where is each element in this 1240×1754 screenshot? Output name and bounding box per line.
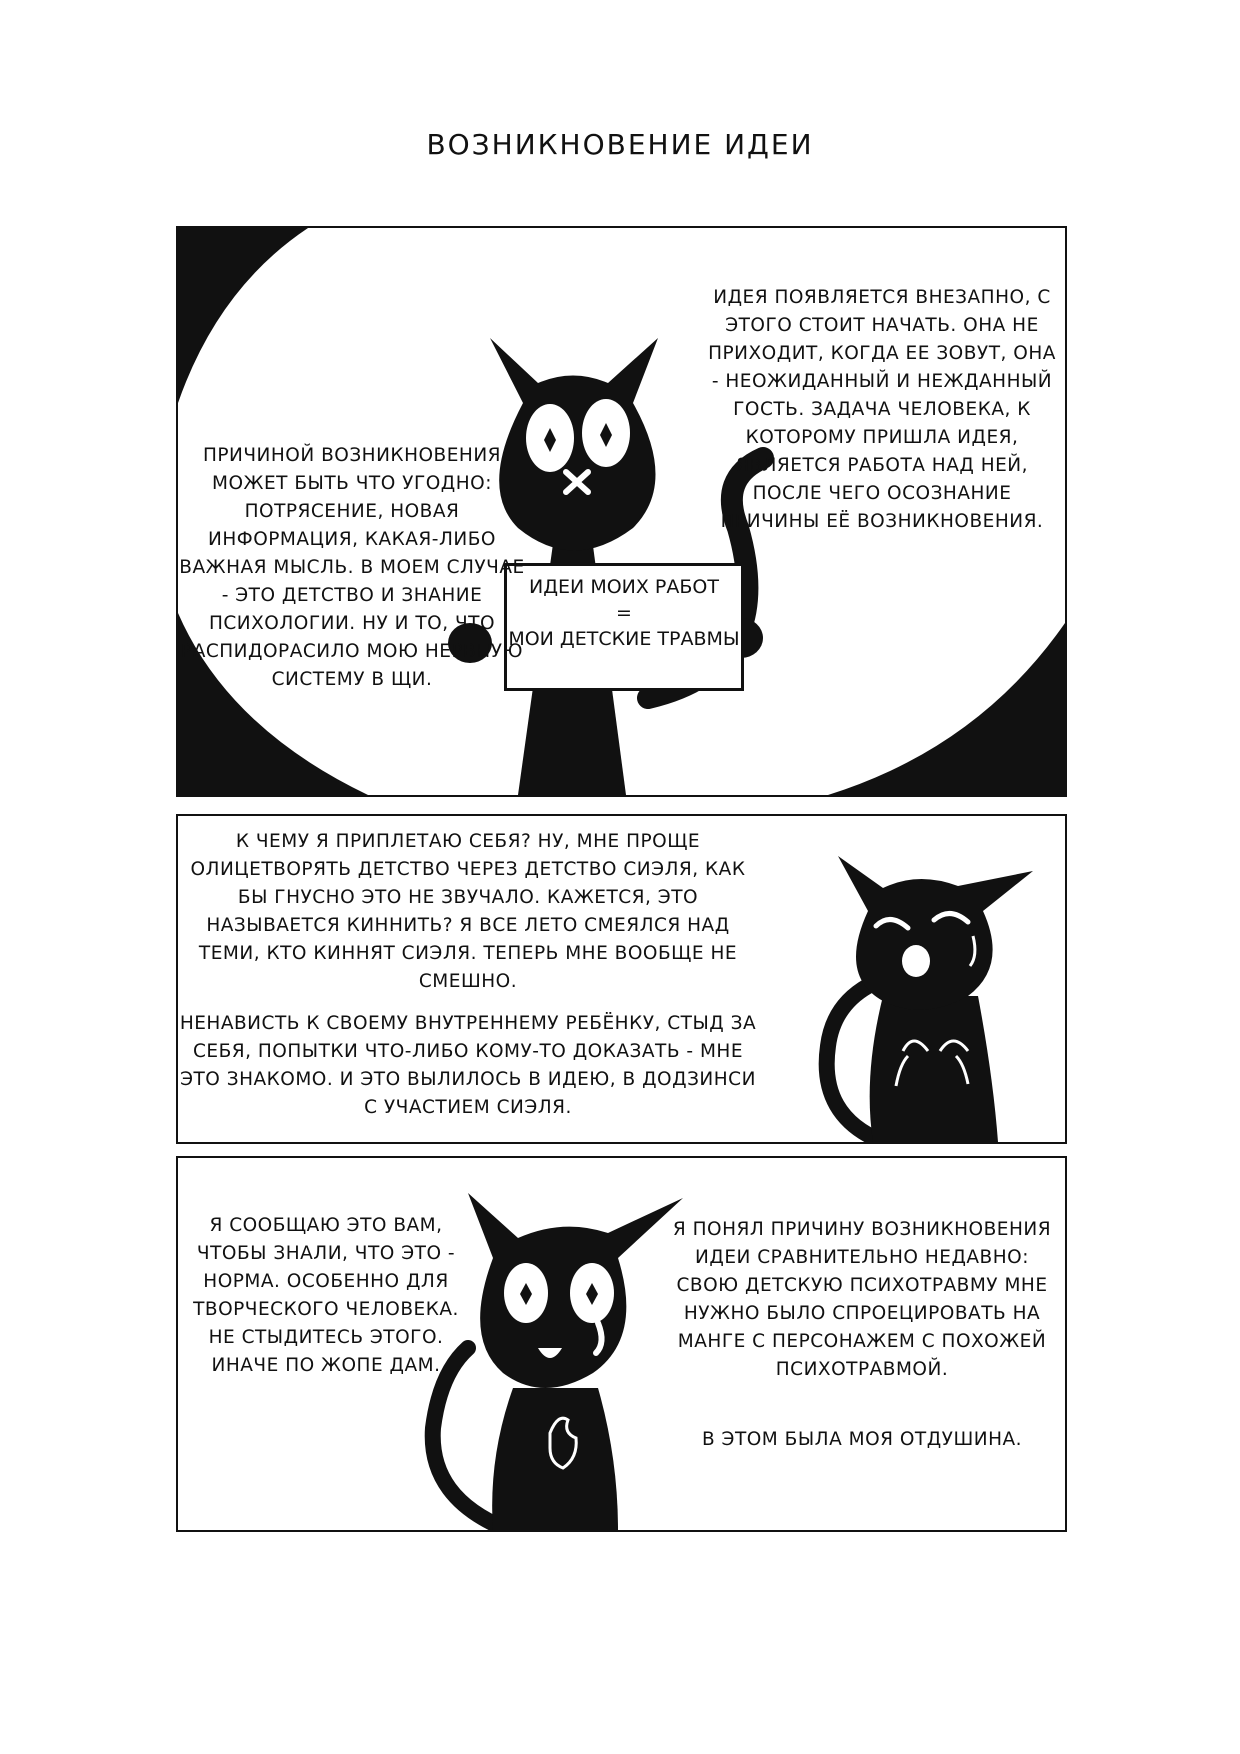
comic-panel-3 xyxy=(176,1156,1067,1532)
sign-line-1: ИДЕИ МОИХ РАБОТ xyxy=(529,576,719,598)
panel-3-left-caption: Я СООБЩАЮ ЭТО ВАМ, ЧТОБЫ ЗНАЛИ, ЧТО ЭТО - НОРМА. ОСОБЕННО ДЛЯ ТВОРЧЕСКОГО ЧЕЛОВЕКА. НЕ СТЫДИТЕСЬ ЭТОГО. ИНАЧЕ ПО ЖОПЕ ДАМ. xyxy=(193,1215,459,1376)
sign-line-2: = xyxy=(616,602,632,624)
panel-1-right-caption: ИДЕЯ ПОЯВЛЯЕТСЯ ВНЕЗАПНО, С ЭТОГО СТОИТ НАЧАТЬ. ОНА НЕ ПРИХОДИТ, КОГДА ЕЕ ЗОВУТ, ОНА - НЕОЖИДАННЫЙ И НЕЖДАННЫЙ ГОСТЬ. ЗАДАЧА ЧЕЛОВЕКА, К КОТОРОМУ ПРИШЛА ИДЕЯ, ЯВЛЯЕТСЯ РАБОТА НАД НЕЙ, ПОСЛЕ ЧЕГО ОСОЗНАНИЕ ПРИЧИНЫ ЕЁ ВОЗНИКНОВЕНИЯ. xyxy=(708,287,1056,532)
page-title: ВОЗНИКНОВЕНИЕ ИДЕИ xyxy=(426,128,814,161)
panel-3-right-caption: Я ПОНЯЛ ПРИЧИНУ ВОЗНИКНОВЕНИЯ ИДЕИ СРАВНИТЕЛЬНО НЕДАВНО: СВОЮ ДЕТСКУЮ ПСИХОТРАВМУ МНЕ НУЖНО БЫЛО СПРОЕЦИРОВАТЬ НА МАНГЕ С ПЕРСОНАЖЕМ С ПОХОЖЕЙ ПСИХОТРАВМОЙ. xyxy=(672,1219,1052,1380)
panel-2-caption-bottom: НЕНАВИСТЬ К СВОЕМУ ВНУТРЕННЕМУ РЕБЁНКУ, СТЫД ЗА СЕБЯ, ПОПЫТКИ ЧТО-ЛИБО КОМУ-ТО ДОКАЗАТЬ - МНЕ ЭТО ЗНАКОМО. И ЭТО ВЫЛИЛОСЬ В ИДЕЮ, В ДОДЗИНСИ С УЧАСТИЕМ СИЭЛЯ. xyxy=(179,1013,757,1118)
comic-panel-1 xyxy=(176,226,1067,797)
comic-panel-2 xyxy=(176,814,1067,1144)
cat-head xyxy=(838,856,1033,1010)
panel-1-left-caption: ПРИЧИНОЙ ВОЗНИКНОВЕНИЯ МОЖЕТ БЫТЬ ЧТО УГОДНО: ПОТРЯСЕНИЕ, НОВАЯ ИНФОРМАЦИЯ, КАКАЯ-ЛИБО ВАЖНАЯ МЫСЛЬ. В МОЕМ СЛУЧАЕ - ЭТО ДЕТСТВО И ЗНАНИЕ ПСИХОЛОГИИ. НУ И ТО, ЧТО РАСПИДОРАСИЛО МОЮ НЕРВНУЮ СИСТЕМУ В ЩИ. xyxy=(179,445,525,690)
sign-line-3: МОИ ДЕТСКИЕ ТРАВМЫ xyxy=(508,628,740,650)
cat-sign xyxy=(504,563,744,691)
panel-2-caption-top: К ЧЕМУ Я ПРИПЛЕТАЮ СЕБЯ? НУ, МНЕ ПРОЩЕ ОЛИЦЕТВОРЯТЬ ДЕТСТВО ЧЕРЕЗ ДЕТСТВО СИЭЛЯ, КАК БЫ ГНУСНО ЭТО НЕ ЗВУЧАЛО. КАЖЕТСЯ, ЭТО НАЗЫВАЕТСЯ КИННИТЬ? Я ВСЕ ЛЕТО СМЕЯЛСЯ НАД ТЕМИ, КТО КИННЯТ СИЭЛЯ. ТЕПЕРЬ МНЕ ВООБЩЕ НЕ СМЕШНО. xyxy=(190,831,746,992)
panel-3-right-caption-bottom: В ЭТОМ БЫЛА МОЯ ОТДУШИНА. xyxy=(701,1429,1023,1450)
